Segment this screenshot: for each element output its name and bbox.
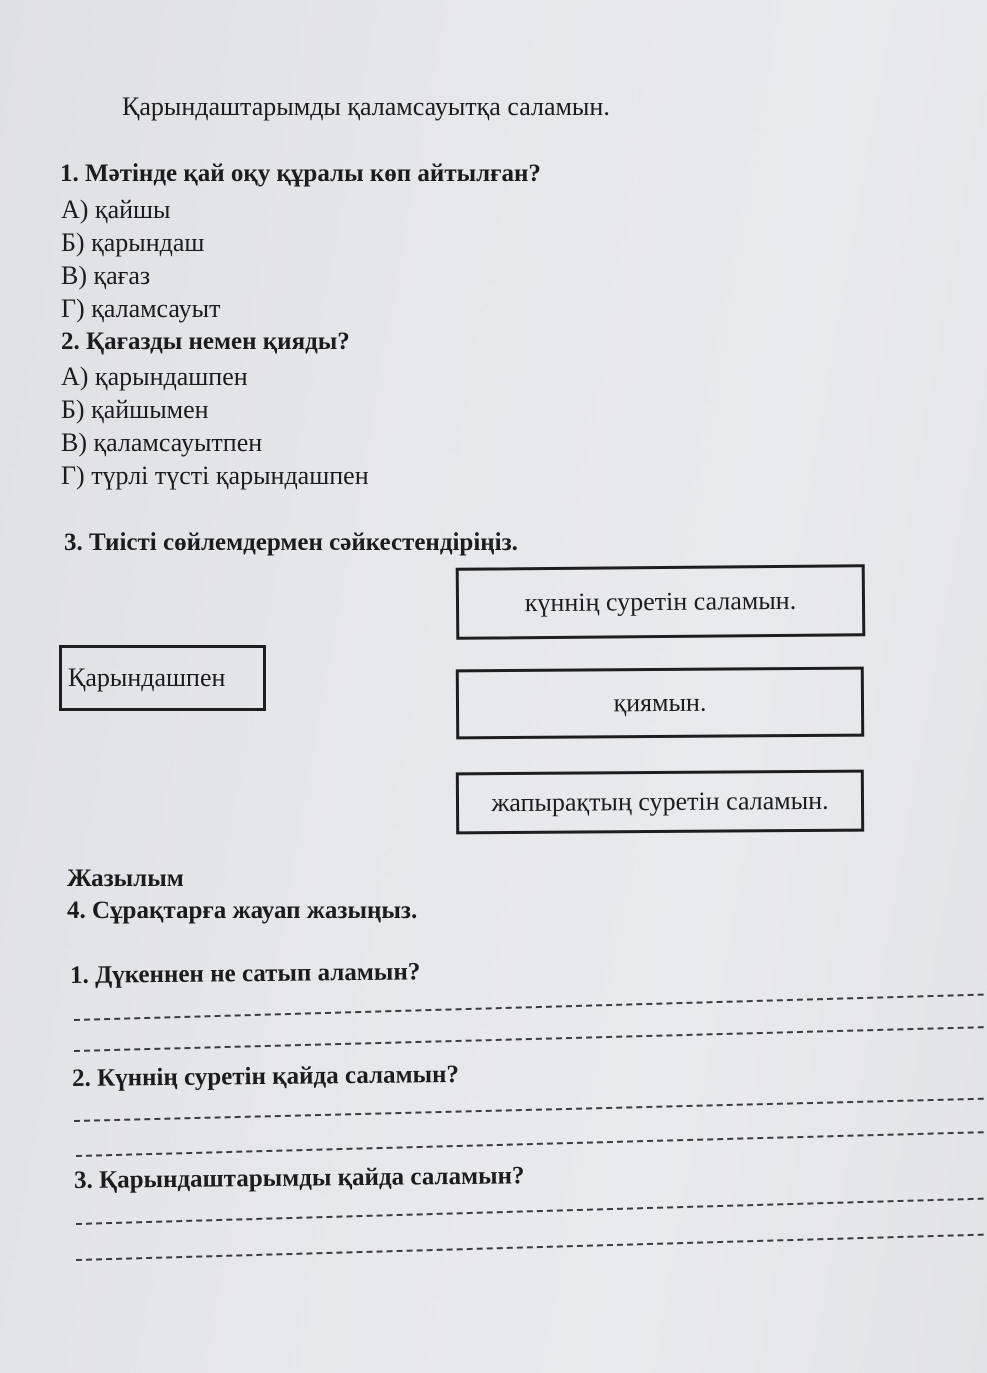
match-box-right-2: [456, 667, 864, 740]
q1-option-c: В) қағаз: [61, 261, 151, 290]
q2-option-a: А) қарындашпен: [61, 362, 248, 391]
q2-question: 2. Қағазды немен қияды?: [61, 328, 350, 355]
q1-option-b: Б) қарындаш: [61, 228, 205, 257]
writing-task: 4. Сұрақтарға жауап жазыңыз.: [67, 897, 418, 924]
q2-option-b: Б) қайшымен: [61, 395, 209, 424]
match-box-left-label: Қарындашпен: [68, 663, 226, 692]
answer-line-1a: [74, 994, 984, 1021]
answer-line-2a: [74, 1098, 984, 1122]
match-box-right-3: [456, 770, 864, 835]
answer-line-3b: [76, 1234, 984, 1261]
q1-question: 1. Мәтінде қай оқу құралы көп айтылған?: [60, 160, 541, 187]
match-box-right-2-label: қиямын.: [613, 687, 707, 718]
q2-option-c: В) қаламсауытпен: [61, 428, 263, 457]
writing-question-1: 1. Дүкеннен не сатып аламын?: [69, 958, 421, 989]
match-box-right-1-label: күннің суретін саламын.: [524, 585, 797, 618]
intro-line: Қарындаштарымды қаламсауытқа саламын.: [122, 92, 610, 121]
q1-option-a: А) қайшы: [61, 195, 171, 224]
answer-line-1b: [74, 1026, 984, 1052]
q2-option-d: Г) түрлі түсті қарындашпен: [61, 461, 369, 490]
match-box-left: [59, 645, 266, 711]
answer-line-3a: [76, 1198, 984, 1225]
q1-option-d: Г) қаламсауыт: [61, 294, 221, 323]
writing-question-3: 3. Қарындаштарымды қайда саламын?: [73, 1162, 525, 1194]
match-box-right-3-label: жапырақтың суретін саламын.: [491, 785, 829, 818]
writing-heading: Жазылым: [67, 865, 184, 892]
writing-question-2: 2. Күннің суретін қайда саламын?: [71, 1060, 460, 1092]
match-box-right-1: [456, 564, 866, 640]
answer-line-2b: [76, 1131, 984, 1157]
q3-question: 3. Тиісті сөйлемдермен сәйкестендіріңіз.: [64, 529, 518, 556]
